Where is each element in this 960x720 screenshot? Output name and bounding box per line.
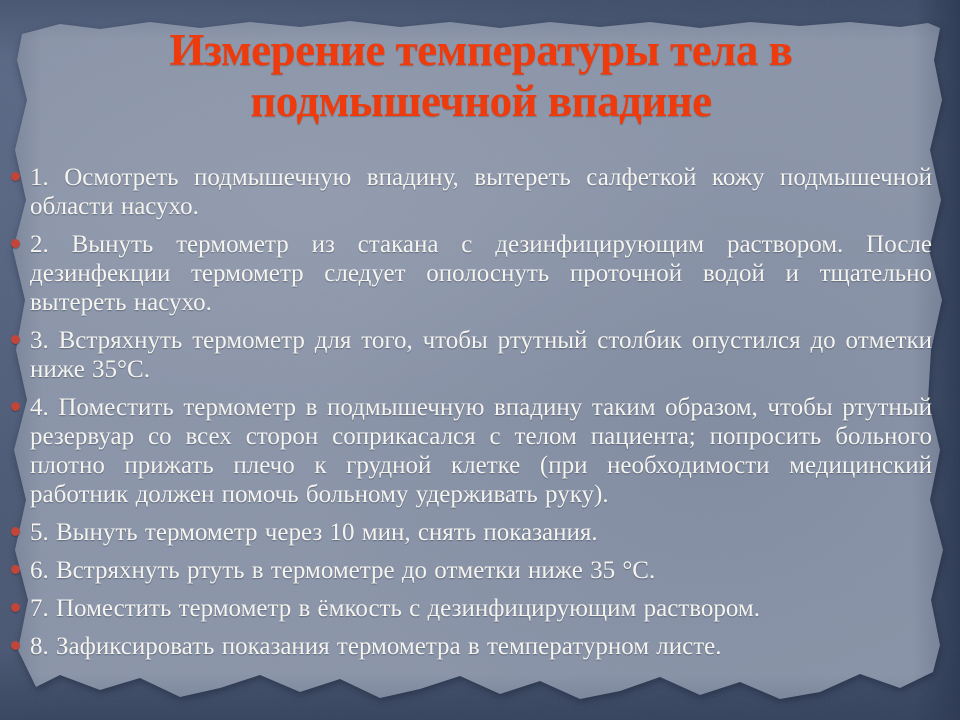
list-item — [30, 632, 932, 661]
list-item-text: 7. Поместить термометр в ёмкость с дезинфицирующим раствором. — [30, 595, 760, 622]
list-item-text: 5. Вынуть термометр через 10 мин, снять показания. — [30, 519, 598, 546]
list-item-text: 4. Поместить термометр в подмышечную впадину таким образом, чтобы ртутный резервуар со всех сторон соприкасался с телом пациента; попросить больного плотно прижать плечо к грудной клетке (при необходимости медицинский работник должен помочь больному удерживать руку). — [30, 394, 932, 508]
list-item — [30, 518, 932, 547]
slide-title — [106, 0, 856, 127]
procedure-list — [30, 163, 932, 661]
list-item-text: 6. Встряхнуть ртуть в термометре до отметки ниже 35 °С. — [30, 557, 656, 584]
bullet-icon — [11, 335, 20, 344]
list-item — [30, 393, 932, 509]
list-item-text: 2. Вынуть термометр из стакана с дезинфицирующим раствором. После дезинфекции термометр следует ополоснуть проточной водой и тщательно вытереть насухо. — [30, 231, 932, 316]
list-item — [30, 594, 932, 623]
bullet-icon — [11, 565, 20, 574]
bullet-icon — [11, 527, 20, 536]
slide-title-line-1: Измерение температуры тела в — [169, 25, 793, 75]
bullet-icon — [11, 641, 20, 650]
bullet-icon — [11, 603, 20, 612]
slide-title-line-2: подмышечной впадине — [250, 76, 712, 126]
slide-content — [30, 0, 932, 670]
list-item-text: 8. Зафиксировать показания термометра в температурном листе. — [30, 633, 722, 660]
bullet-icon — [11, 172, 20, 181]
bullet-icon — [11, 402, 20, 411]
list-item-text: 3. Встряхнуть термометр для того, чтобы ртутный столбик опустился до отметки ниже 35°С. — [30, 327, 932, 383]
list-item-text: 1. Осмотреть подмышечную впадину, вытереть салфеткой кожу подмышечной области насухо. — [30, 164, 932, 220]
list-item — [30, 230, 932, 317]
list-item — [30, 163, 932, 221]
bullet-icon — [11, 239, 20, 248]
list-item — [30, 556, 932, 585]
list-item — [30, 326, 932, 384]
